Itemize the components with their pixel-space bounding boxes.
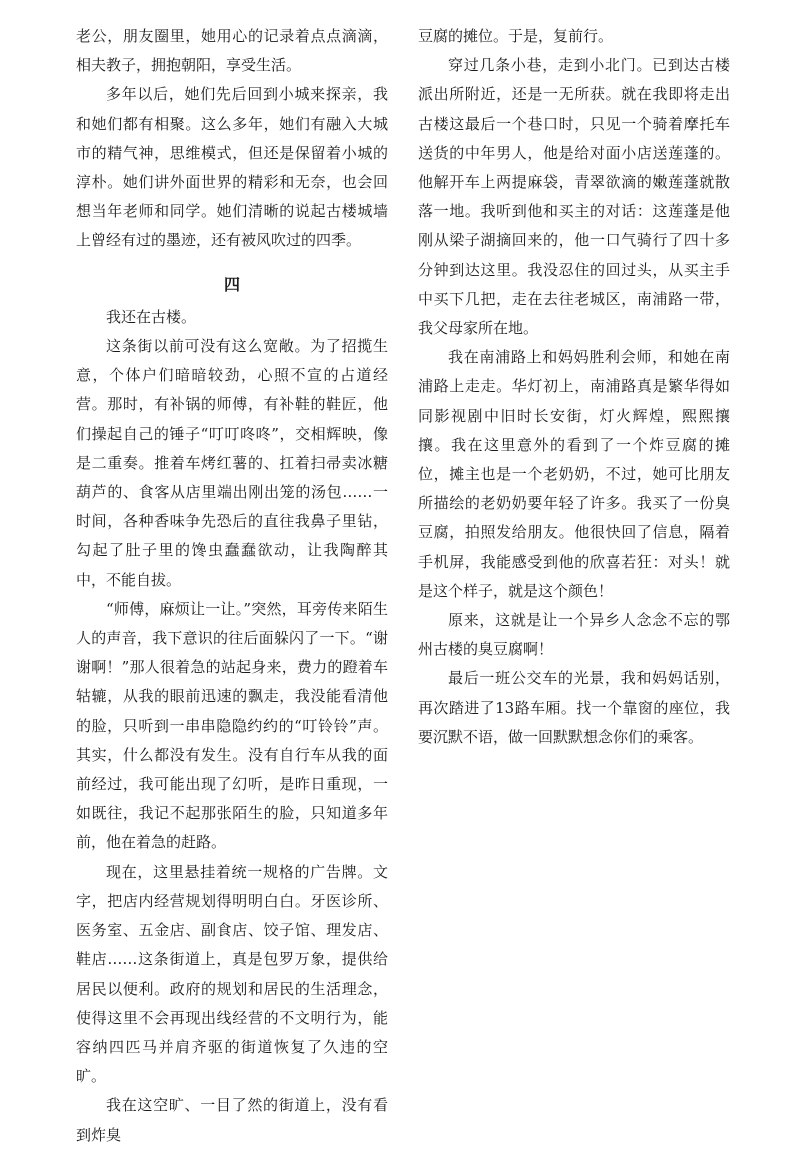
paragraph-stinky-tofu: 原来，这就是让一个异乡人念念不忘的鄂州古楼的臭豆腐啊！	[418, 611, 730, 659]
paragraph-empty-street: 我在这空旷、一目了然的街道上，没有看到炸臭	[76, 1096, 388, 1144]
paragraph-last-bus: 最后一班公交车的光景，我和妈妈话别，再次踏进了13路车厢。找一个靠窗的座位，我要沉默不语，做一回默默想念你们的乘客。	[418, 669, 730, 746]
paragraph-continued: 老公，朋友圈里，她用心的记录着点点滴滴，相夫教子，拥抱朝阳，享受生活。	[76, 27, 388, 75]
section-heading-four: 四	[223, 274, 240, 294]
paragraph-stranger: “师傅，麻烦让一让。”突然，耳旁传来陌生人的声音，我下意识的往后面躲闪了一下。“谢谢啊！”那人很着急的站起身来，费力的蹬着车轱辘，从我的眼前迅速的飘走，我没能看清他的脸，只听到一串串隐隐约约的“叮铃铃”声。其实，什么都没有发生。没有自行车从我的面前经过，我可能出现了幻听，是昨日重现，一如既往，我记不起那张陌生的脸，只知道多年前，他在着急的赶路。	[76, 599, 388, 852]
paragraph-continued-right: 豆腐的摊位。于是，复前行。	[418, 27, 614, 45]
left-column	[76, 22, 388, 1150]
paragraph-street-now: 现在，这里悬挂着统一规格的广告牌。文字，把店内经营规划得明明白白。牙医诊所、医务室、五金店、副食店、饺子馆、理发店、鞋店……这条街道上，真是包罗万象，提供给居民以便利。政府的规划和居民的生活理念，使得这里不会再现出线经营的不文明行为，能容纳四匹马并肩齐驱的街道恢复了久违的空旷。	[76, 862, 388, 1086]
paragraph-still-at-gulou: 我还在古楼。	[106, 307, 197, 326]
paragraph-reunion: 多年以后，她们先后回到小城来探亲，我和她们都有相聚。这么多年，她们有融入大城市的精气神，思维模式，但还是保留着小城的淳朴。她们讲外面世界的精彩和无奈，也会回想当年老师和同学。她们清晰的说起古楼城墙上曾经有过的墨迹，还有被风吹过的四季。	[76, 85, 388, 250]
paragraph-nanpu-road: 我在南浦路上和妈妈胜利会师，和她在南浦路上走走。华灯初上，南浦路真是繁华得如同影视剧中旧时长安街，灯火辉煌，熙熙攘攘。我在这里意外的看到了一个炸豆腐的摊位，摊主也是一个老奶奶，不过，她可比朋友所描绘的老奶奶要年轻了许多。我买了一份臭豆腐，拍照发给朋友。他很快回了信息，隔着手机屏，我能感受到他的欣喜若狂：对头！就是这个样子，就是这个颜色！	[418, 348, 730, 600]
paragraph-street-past: 这条街以前可没有这么宽敞。为了招揽生意，个体户们暗暗较劲，心照不宣的占道经营。那时，有补锅的师傅，有补鞋的鞋匠，他们操起自己的锤子“叮叮咚咚”，交相辉映，像是二重奏。推着车烤红薯的、扛着扫帚卖冰糖葫芦的、食客从店里端出刚出笼的汤包……一时间，各种香味争先恐后的直往我鼻子里钻，勾起了肚子里的馋虫蠢蠢欲动，让我陶醉其中，不能自拔。	[76, 337, 388, 589]
paragraph-lotus-seller: 穿过几条小巷，走到小北门。已到达古楼派出所附近，还是一无所获。就在我即将走出古楼这最后一个巷口时，只见一个骑着摩托车送货的中年男人，他是给对面小店送莲蓬的。他解开车上两提麻袋，青翠欲滴的嫩莲蓬就散落一地。我听到他和买主的对话：这莲蓬是他刚从梁子湖摘回来的，他一口气骑行了四十多分钟到达这里。我没忍住的回过头，从买主手中买下几把，走在去往老城区，南浦路一带，我父母家所在地。	[418, 56, 730, 338]
right-column	[418, 22, 730, 752]
